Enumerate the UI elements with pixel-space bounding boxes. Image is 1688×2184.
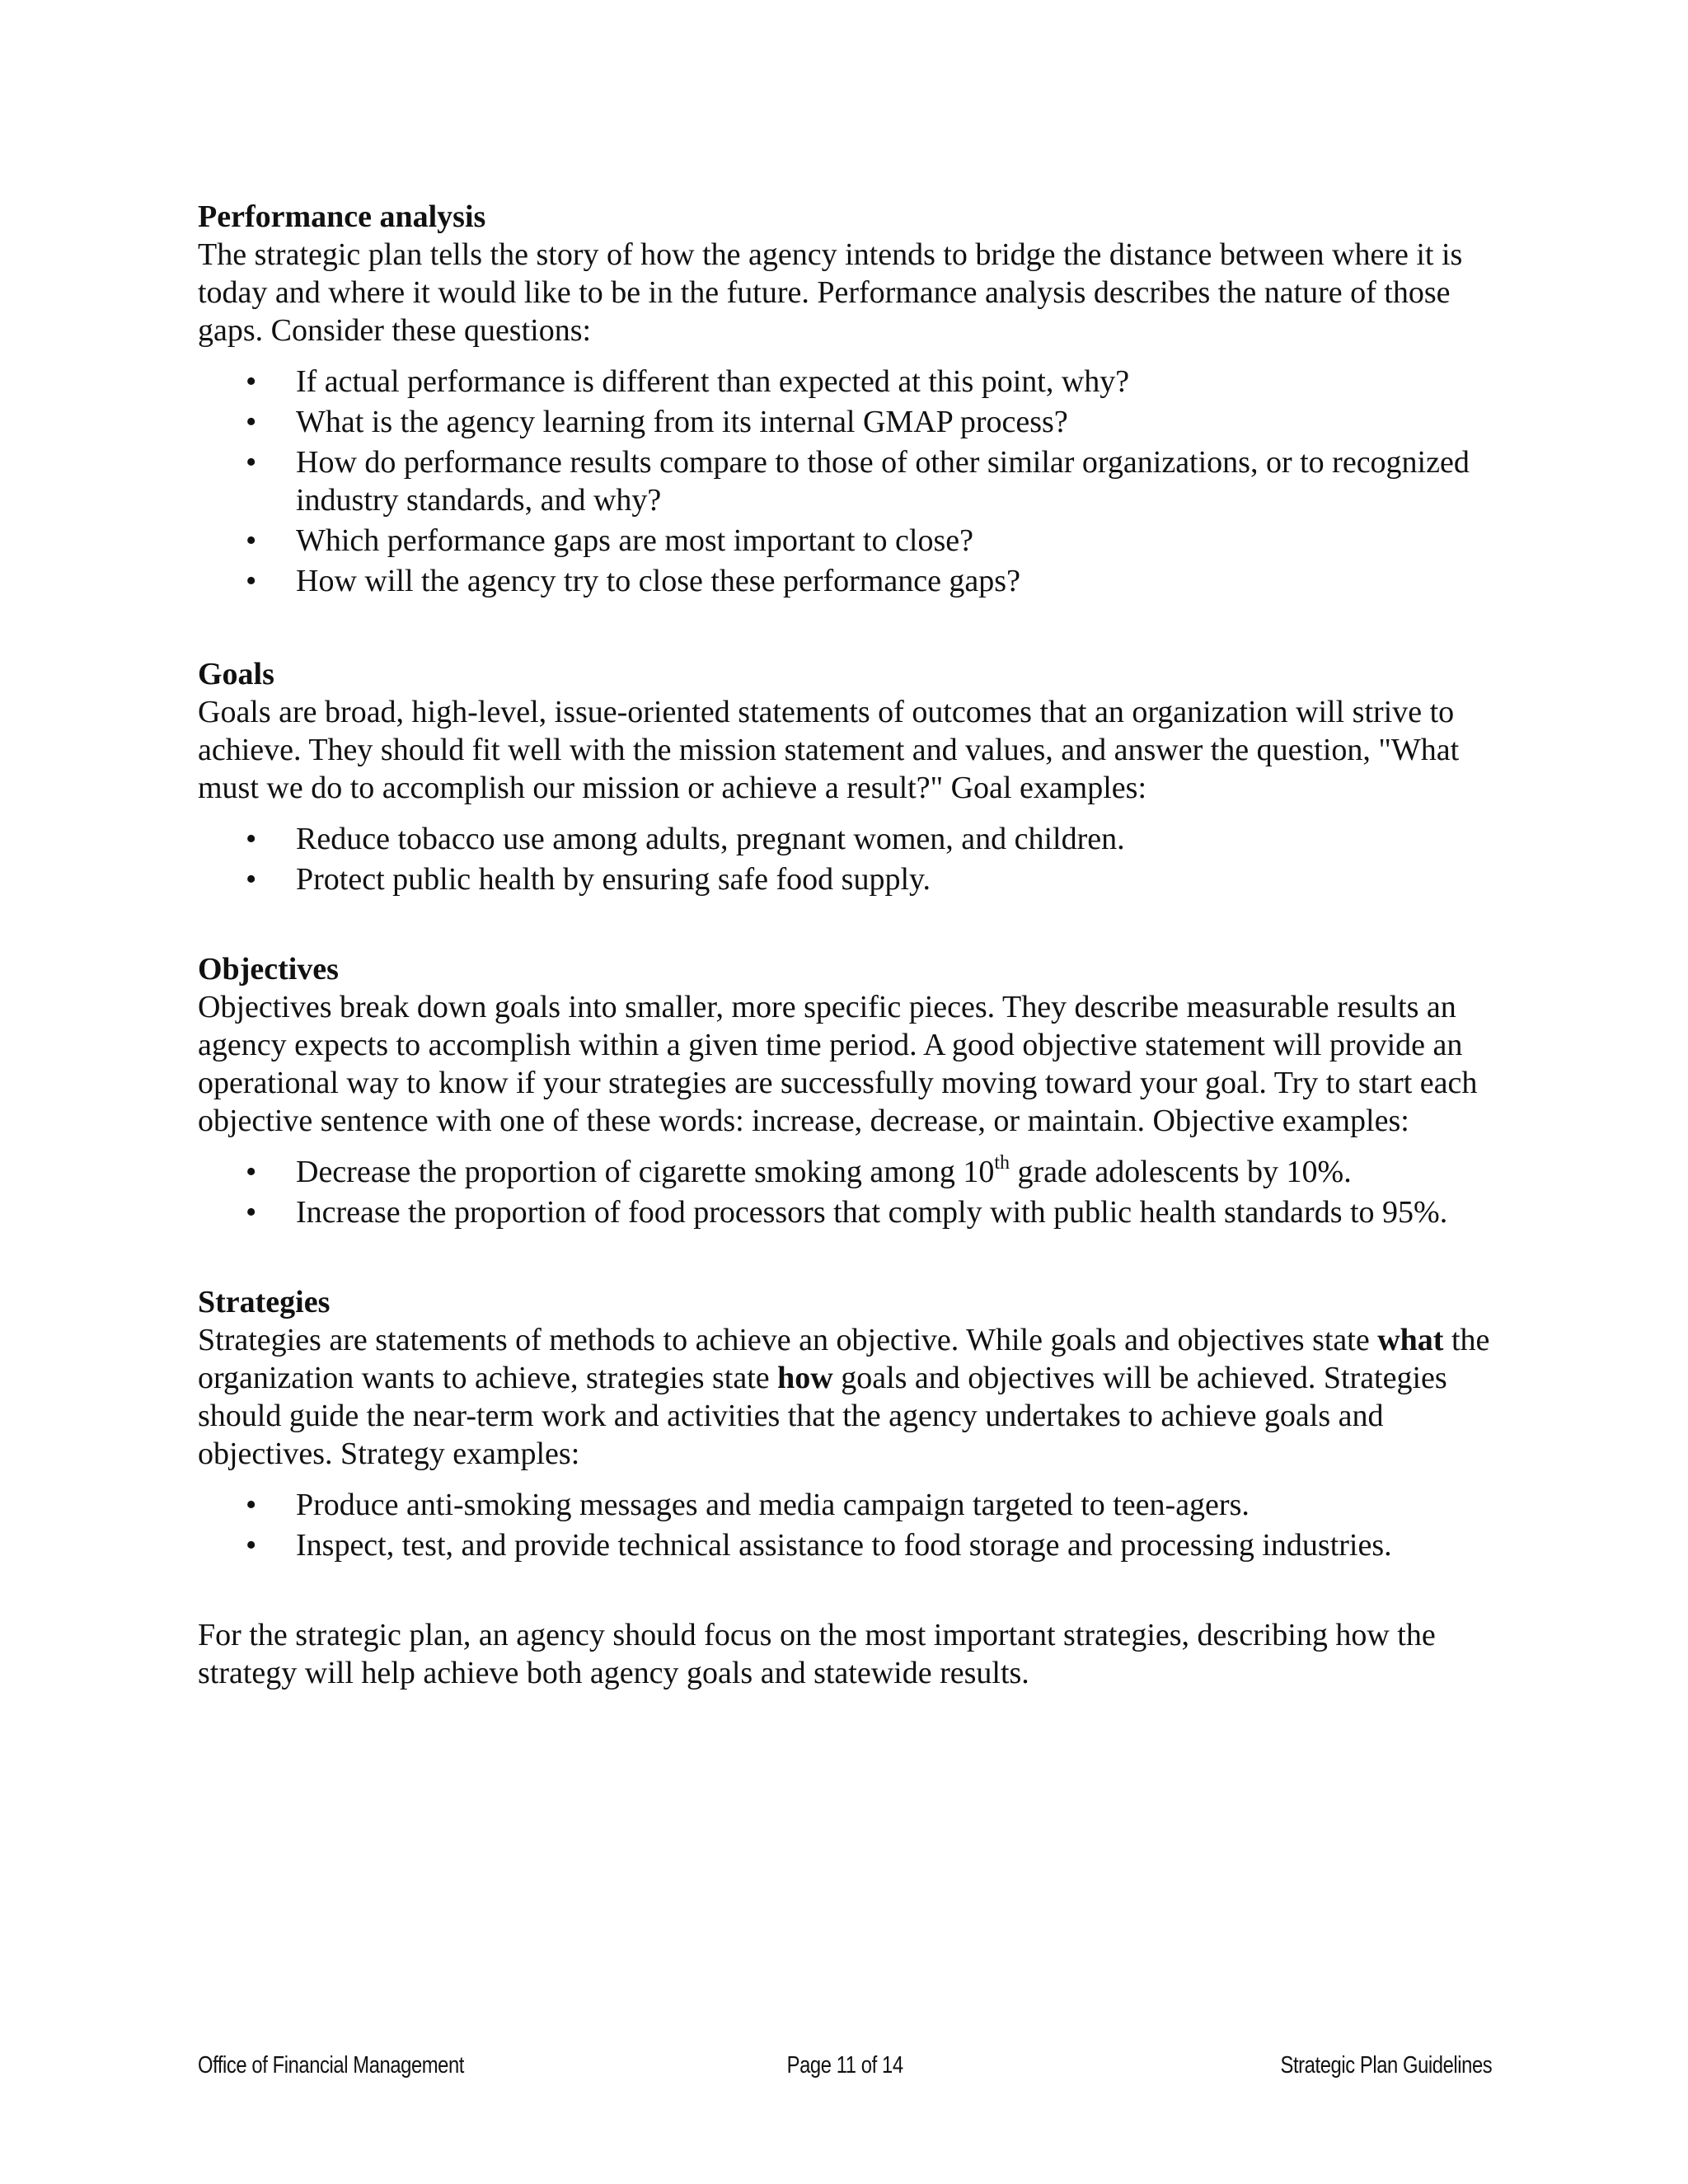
list-item-text: Increase the proportion of food processors that comply with public health standards to 95%. xyxy=(296,1195,1448,1230)
footer-organization: Office of Financial Management xyxy=(198,2052,465,2079)
list-item xyxy=(198,820,1492,858)
list-item-text: Produce anti-smoking messages and media campaign targeted to teen-agers. xyxy=(296,1488,1250,1522)
section-body: Objectives break down goals into smaller, more specific pieces. They describe measurable results an agency expects to accomplish within a given time period. A good objective statement will provide an operational way to know if your strategies are successfully moving toward your goal. Try to start each objective sentence with one of these words: increase, decrease, or maintain. Objective examples: xyxy=(198,990,1478,1138)
list-item-text: Reduce tobacco use among adults, pregnant women, and children. xyxy=(296,822,1125,856)
list-item-text: Inspect, test, and provide technical assistance to food storage and processing industries. xyxy=(296,1528,1392,1563)
bullet-icon: • xyxy=(246,1488,257,1522)
bullet-list xyxy=(198,1486,1492,1564)
list-item xyxy=(198,562,1492,600)
list-item xyxy=(198,1193,1492,1231)
list-item-text: Protect public health by ensuring safe food supply. xyxy=(296,862,931,897)
footer-document-title: Strategic Plan Guidelines xyxy=(1280,2052,1493,2079)
list-item-text: If actual performance is different than expected at this point, why? xyxy=(296,364,1130,399)
section-heading: Performance analysis xyxy=(198,199,486,234)
closing-paragraph: For the strategic plan, an agency should focus on the most important strategies, describing how the strategy will help achieve both agency goals and statewide results. xyxy=(198,1618,1436,1690)
list-item xyxy=(198,443,1492,519)
list-item-text: How do performance results compare to those of other similar organizations, or to recognized industry standards, and why? xyxy=(296,445,1470,518)
bullet-icon: • xyxy=(246,1528,257,1563)
bullet-icon: • xyxy=(246,1195,257,1230)
list-item xyxy=(198,1153,1492,1191)
list-item xyxy=(198,1486,1492,1524)
section-performance-analysis xyxy=(198,198,1492,600)
list-item-text: Which performance gaps are most important to close? xyxy=(296,523,973,558)
list-item xyxy=(198,860,1492,898)
bullet-icon: • xyxy=(246,405,257,439)
bullet-icon: • xyxy=(246,862,257,897)
list-item-text: How will the agency try to close these performance gaps? xyxy=(296,564,1020,598)
list-item-text: What is the agency learning from its internal GMAP process? xyxy=(296,405,1068,439)
bullet-icon: • xyxy=(246,364,257,399)
list-item xyxy=(198,522,1492,560)
list-item xyxy=(198,1526,1492,1564)
section-body: Goals are broad, high-level, issue-oriented statements of outcomes that an organization will strive to achieve. They should fit well with the mission statement and values, and answer the question, "What must we do to accomplish our mission or achieve a result?" Goal examples: xyxy=(198,695,1460,805)
section-strategies xyxy=(198,1283,1492,1564)
bullet-icon: • xyxy=(246,564,257,598)
section-heading: Objectives xyxy=(198,952,339,987)
bullet-icon: • xyxy=(246,445,257,480)
bullet-list xyxy=(198,820,1492,898)
section-objectives xyxy=(198,950,1492,1231)
bullet-list xyxy=(198,363,1492,600)
bullet-icon: • xyxy=(246,1155,257,1189)
bullet-icon: • xyxy=(246,523,257,558)
list-item xyxy=(198,363,1492,401)
section-body: Strategies are statements of methods to achieve an objective. While goals and objectives state what the organization wants to achieve, strategies state how goals and objectives will be achieved. Strategies should guide the near-term work and activities that the agency undertakes to achieve goals and objectives. Strategy examples: xyxy=(198,1323,1490,1471)
section-heading: Strategies xyxy=(198,1285,331,1319)
section-body: The strategic plan tells the story of how the agency intends to bridge the distance between where it is today and where it would like to be in the future. Performance analysis describes the nature of those gaps. Consider these questions: xyxy=(198,237,1463,348)
page-footer xyxy=(198,2049,1493,2082)
list-item-text: Decrease the proportion of cigarette smoking among 10th grade adolescents by 10%. xyxy=(296,1152,1352,1189)
footer-page-number: Page 11 of 14 xyxy=(786,2052,903,2079)
bullet-icon: • xyxy=(246,822,257,856)
page-content xyxy=(198,198,1492,1692)
list-item xyxy=(198,403,1492,441)
section-heading: Goals xyxy=(198,657,274,691)
bullet-list xyxy=(198,1153,1492,1231)
section-goals xyxy=(198,655,1492,898)
